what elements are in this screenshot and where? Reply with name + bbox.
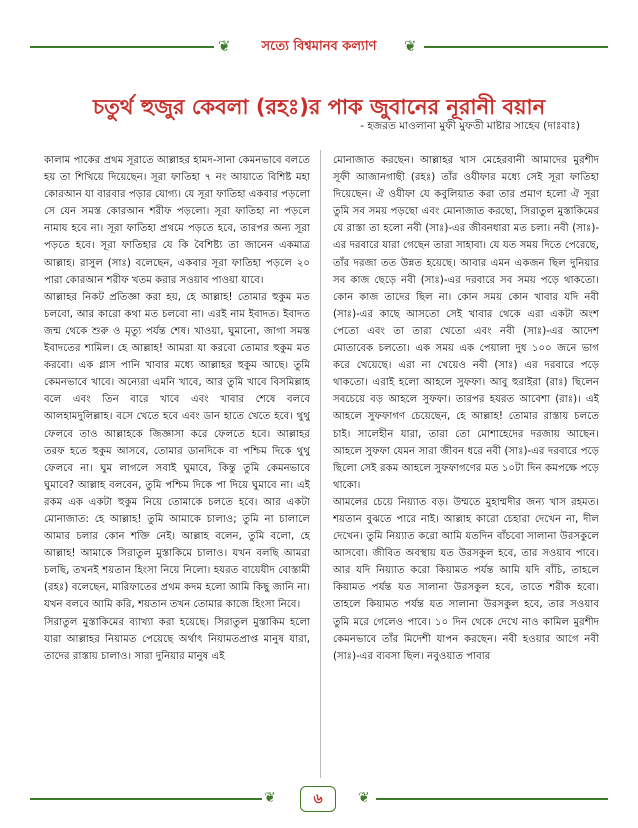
paragraph: আল্লাহর নিকট প্রতিজ্ঞা করা হয়, হে আল্লাহ! তোমার হুকুম মত চলবো, আর কারো কথা মত চলবো না। এরই নাম ইবাদত। ইবাদত জন্ম থেকে শুরু ও মৃত্যু পর্যন্ত শেষ। খাওয়া, ঘুমানো, জাগা সমস্ত ইবাদতের শামিল। হে আল্লাহ! আমরা যা করবো তোমার হুকুম মত করবো। এক গ্লাস পানি খাবার মধ্যে আল্লাহর হুকুম আছে। তুমি কেমনভাবে খাবে। অন্যেরা এমনি খাবে, আর তুমি খাবে বিসমিল্লাহ বলে এবং তিন বারে খাবে এবং খাবার শেষে বলবে আলহামদুলিল্লাহ। বসে খেতে হবে এবং ডান হাতে খেতে হবে। থুথু ফেলবে তাও আল্লাহকে জিজ্ঞাসা করে ফেলতে হবে। আল্লাহর তরফ হতে হুকুম আসবে, তোমার ডানদিকে বা পশ্চিম দিকে থুথু ফেলবে না। ঘুম লাগলে সবাই ঘুমাবে, কিন্তু তুমি কেমনভাবে ঘুমাবে? আল্লাহ বলবেন, তুমি পশ্চিম দিকে পা দিয়ে ঘুমাবে না। এই রকম এক একটা হুকুম নিয়ে তোমাকে চলতে হবে। আর একটা মোনাজাত: হে আল্লাহ! তুমি আমাকে চালাও; তুমি না চালালে আমার চলার কোন শক্তি নেই। আল্লাহ বলেন, তুমি বলো, হে আল্লাহ! আমাকে সিরাতুল মুস্তাকিমে চালাও। যখন বলছি আমরা চলছি, তখনই শয়তান হিংসা নিয়ে নিলো। হযরত বায়েযীদ বোস্তামী (রহঃ) বলেছেন, মারিফাতের প্রথম কদম হলো আমি কিছু জানি না। যখন বলবে আমি করি, শয়তান তখন তোমার কাজে হিংসা নিবে। xyxy=(44,291,310,611)
floral-ornament-icon: ❦ xyxy=(358,790,370,806)
page-number: ৬ xyxy=(300,786,336,812)
header-rule-left xyxy=(30,46,214,48)
article-author: - হজরত মাওলানা মুফী মুফতী মাষ্টার সাহেব (দাঃবাঃ) xyxy=(360,120,580,132)
footer-rule-right xyxy=(376,798,608,800)
text-column-left xyxy=(44,152,310,772)
paragraph: সিরাতুল মুস্তাকিমের ব্যাখ্যা করা হয়েছে। সিরাতুল মুস্তাকিম হলো যারা আল্লাহর নিয়ামত পেয়েছে অর্থাৎ নিয়ামতপ্রাপ্ত মানুষ যারা, তাদের রাস্তায় চালাও। সারা দুনিয়ার মানুষ এই xyxy=(44,616,310,662)
floral-ornament-icon: ❦ xyxy=(404,37,417,55)
paragraph: মোনাজাত করছেন। আল্লাহর খাস মেহেরবানী আমাদের মুরশীদ সূফী আজানগাছী (রহঃ) তাঁর ওযীফার মধ্যে সেই সূরা ফাতিহা দিয়েছেন। ঐ ওযীফা যে কবুলিয়াত করা তার প্রমাণ হলো ঐ সূরা তুমি সব সময় পড়ছো এবং মোনাজাত করছো, সিরাতুল মুস্তাকিমের যে রাস্তা তা হলো নবী (সাঃ)-এর জীবনধারা মত চলা। নবী (সাঃ)-এর দরবারে যারা গেছেন তারা সাহাবা। যে যত সময় দিতে পেরেছে, তাঁর দরজা তত উন্নত হয়েছে। আবার এমন একজন ছিল দুনিয়ার সব কাজ ছেড়ে নবী (সাঃ)-এর দরবারে সব সময় পড়ে থাকতো। কোন কাজ তাদের ছিল না। কোন সময় কোন খাবার যদি নবী (সাঃ)-এর কাছে আসতো সেই খাবার থেকে এরা একটা অংশ পেতো এবং তা তারা খেতো এবং নবী (সাঃ)-এর আদেশ মোতাবেক চলতো। এক সময় এক পেয়ালা দুধ ১০০ জনে ভাগ করে খেয়েছে। এরা না খেয়েও নবী (সাঃ) এর দরবারে পড়ে থাকতো। এরাই হলো আহলে সুফফা। আবু হুরাইরা (রাঃ) ছিলেন সবচেয়ে বড় আহলে সুফফা। তারপর হযরত আবেশা (রাঃ)। এই আহলে সুফফাগণ চেয়েছেন, হে আল্লাহ! তোমার রাস্তায় চলতে চাই। সালেহীন যারা, তারা তো মোশাহেদের দরজায় আছেন। আহলে সুফফা যেমন সারা জীবন ধরে নবী (সাঃ)-এর দরবারে পড়ে ছিলো সেই রকম আহলে সুফফাগণের মত ১০টা দিন কমপক্ষে পড়ে থাকো। xyxy=(333,155,599,491)
floral-ornament-icon: ❦ xyxy=(264,790,276,806)
paragraph: কালাম পাকের প্রথম সূরাতে আল্লাহর হামদ-সানা কেমনভাবে বলতে হয় তা শিখিয়ে দিয়েছেন। সূরা ফাতিহা ৭ নং আয়াতে বিশিষ্ট মহা কোরআন যা বারবার পড়ার যোগ্য। যে সূরা ফাতিহা একবার পড়লো সে যেন সমস্ত কোরআন শরীফ পড়লো। সূরা ফাতিহা না পড়লে নামায হবে না। সূরা ফাতিহা প্রথমে পড়তে হবে, তারপর অন্য সূরা পড়তে হবে। সূরা ফাতিহার যে কি বৈশিষ্ট্য তা জানেন একমাত্র আল্লাহ। রাসুল (সাঃ) বলেছেন, একবার সূরা ফাতিহা পড়লে ২০ পারা কোরআন শরীফ খতম করার সওয়াব পাওয়া যাবে। xyxy=(44,155,310,286)
paragraph: আমলের চেয়ে নিয়্যাত বড়। উম্মতে মুহাম্মদীর জন্য খাস রহমত। শয়তান বুঝতে পারে নাই। আল্লাহ কারো চেহারা দেখেন না, দীল দেখেন। তুমি নিয়্যাত করো আমি যতদিন বাঁচবো সালানা উরসকুলে আসবো। জীবিত অবস্থায় যত উরসকুল হবে, তার সওয়াব পাবে। আর যদি নিয়্যাত করো কিয়ামত পর্যন্ত আমি যদি বাঁচি, তাহলে কিয়ামত পর্যন্ত যত সালানা উরসকুল হবে, তাতে শরীক হবো। তাহলে কিয়ামত পর্যন্ত যত সালানা উরসকুল হবে, তার সওয়াব তুমি মরে গেলেও পাবে। ১০ দিন থেকে দেখে নাও কামিল মুরশীদ কেমনভাবে তাঁর মিদেশী যাপন করছেন। নবী হওয়ার আগে নবী (সাঃ)-এর ব্যবসা ছিল। নবুওয়াত পাবার xyxy=(333,496,599,662)
header-title: সত্যে বিশ্বমানব কল্যাণ xyxy=(261,39,377,54)
column-divider xyxy=(320,150,321,778)
page-header xyxy=(0,36,638,58)
footer-rule-left xyxy=(30,798,262,800)
article-title: চতুর্থ হুজুর কেবলা (রহঃ)র পাক জুবানের নূরানী বয়ান xyxy=(92,95,546,120)
header-rule-right xyxy=(424,46,608,48)
page-footer xyxy=(0,786,638,814)
floral-ornament-icon: ❦ xyxy=(218,37,231,55)
text-column-right xyxy=(333,152,599,772)
